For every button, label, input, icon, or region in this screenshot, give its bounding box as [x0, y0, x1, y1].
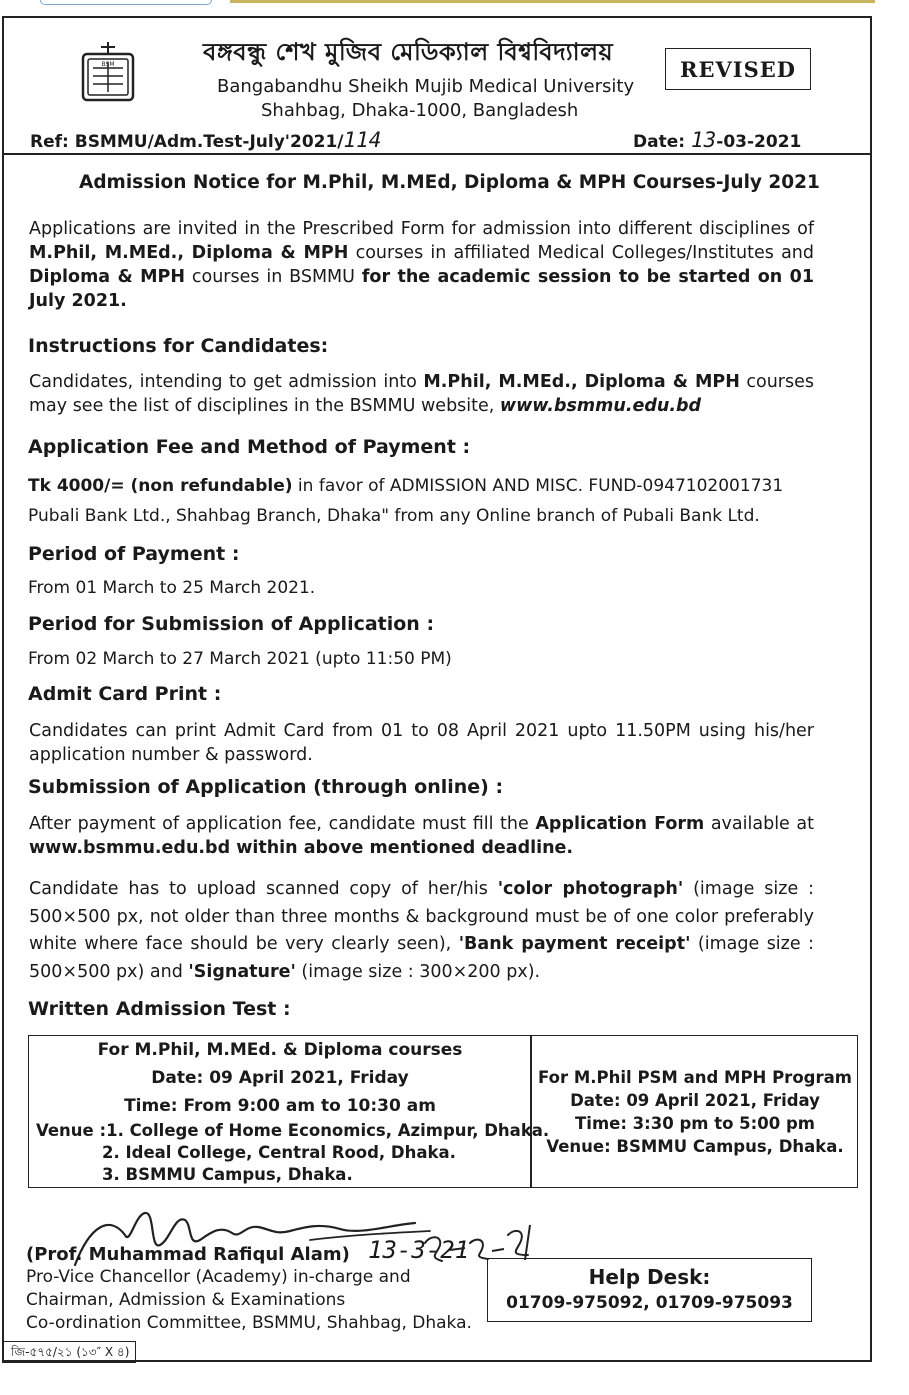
upload-text-3: (image size : 500×500 px) and: [29, 934, 814, 982]
online-submission-paragraph: [29, 812, 814, 860]
intro-bold-3: for the academic session to be started on 01 July 2021.: [29, 267, 814, 311]
online-text-2: available at: [704, 814, 814, 834]
instructions-paragraph: [29, 370, 814, 418]
instructions-heading: Instructions for Candidates:: [28, 335, 329, 357]
instructions-text-2: courses may see the list of disciplines in the BSMMU website,: [29, 372, 815, 416]
top-edge-right: [230, 0, 875, 3]
fee-heading: Application Fee and Method of Payment :: [28, 436, 471, 458]
upload-paragraph: [29, 876, 814, 986]
reference-label: Ref: BSMMU/Adm.Test-July'2021/: [30, 132, 344, 152]
notice-title: Admission Notice for M.Phil, M.MEd, Diploma & MPH Courses-July 2021: [79, 172, 820, 193]
left-cell-title: For M.Phil, M.MEd. & Diploma courses: [97, 1040, 463, 1060]
upload-text-4: (image size : 300×200 px).: [295, 961, 541, 982]
admit-card-heading: Admit Card Print :: [28, 683, 222, 705]
helpdesk-title: Help Desk:: [588, 1265, 711, 1289]
reference-number: [30, 128, 381, 152]
right-cell-title: For M.Phil PSM and MPH Program: [538, 1068, 852, 1087]
upload-bold-receipt: 'Bank payment receipt': [458, 934, 691, 954]
right-cell-date: Date: 09 April 2021, Friday: [570, 1091, 820, 1110]
helpdesk-numbers[interactable]: 01709-975092, 01709-975093: [506, 1293, 793, 1313]
right-cell-time: Time: 3:30 pm to 5:00 pm: [575, 1114, 815, 1133]
upload-text-2: (image size : 500×500 px, not older than three months & background must be of one color preferably white where face should be very clearly seen),: [29, 879, 814, 954]
university-name-bangla: বঙ্গবন্ধু শেখ মুজিব মেডিক্যাল বিশ্ববিদ্যালয়: [203, 38, 614, 66]
online-text-1: After payment of application fee, candidate must fill the: [29, 814, 536, 834]
logo-text: BSM: [101, 61, 115, 68]
fee-fund: in favor of ADMISSION AND MISC. FUND-0947102001731: [292, 476, 784, 496]
left-cell-venue-3: 3. BSMMU Campus, Dhaka.: [102, 1165, 353, 1184]
top-edge-left: [40, 0, 212, 5]
university-logo-icon: [79, 40, 137, 104]
left-cell-date: Date: 09 April 2021, Friday: [151, 1068, 409, 1088]
fee-line-2: Pubali Bank Ltd., Shahbag Branch, Dhaka" from any Online branch of Pubali Bank Ltd.: [28, 506, 760, 526]
intro-paragraph: [29, 217, 814, 313]
payment-period-text: From 01 March to 25 March 2021.: [28, 578, 316, 598]
instructions-bold-1: M.Phil, M.MEd., Diploma & MPH: [423, 372, 740, 392]
left-cell-venue-1: Venue :1. College of Home Economics, Azimpur, Dhaka.: [36, 1121, 550, 1140]
university-address: Shahbag, Dhaka-1000, Bangladesh: [261, 100, 579, 121]
fee-line-1: [28, 476, 783, 496]
upload-bold-photo: 'color photograph': [497, 879, 684, 899]
left-cell-time: Time: From 9:00 am to 10:30 am: [124, 1096, 436, 1116]
notice-date: [633, 128, 801, 152]
test-cell-psm-mph: [532, 1066, 858, 1158]
revised-stamp: REVISED: [665, 48, 811, 90]
admit-card-text: Candidates can print Admit Card from 01 to 08 April 2021 upto 11.50PM using his/her application number & password.: [29, 721, 814, 765]
submission-period-text: From 02 March to 27 March 2021 (upto 11:50 PM): [28, 649, 452, 669]
left-cell-venue-2: 2. Ideal College, Central Rood, Dhaka.: [102, 1143, 456, 1162]
intro-bold-2: Diploma & MPH: [29, 267, 186, 287]
date-label: Date:: [633, 132, 691, 152]
date-handwritten-day: 13: [690, 128, 717, 152]
handwritten-sign-date: 13-3-21: [368, 1236, 470, 1264]
right-cell-venue: Venue: BSMMU Campus, Dhaka.: [546, 1137, 844, 1156]
website-link[interactable]: www.bsmmu.edu.bd: [499, 396, 702, 416]
intro-text-2: courses in affiliated Medical Colleges/Institutes and: [348, 243, 814, 263]
university-name-english: Bangabandhu Sheikh Mujib Medical University: [217, 76, 635, 97]
online-bold-2: www.bsmmu.edu.bd within above mentioned deadline.: [29, 838, 574, 858]
submission-period-heading: Period for Submission of Application :: [28, 613, 435, 635]
instructions-text-1: Candidates, intending to get admission into: [29, 372, 424, 392]
print-code: জি-৫৭৫/২১ (১৩″ X ৪): [2, 1341, 136, 1363]
online-submission-heading: Submission of Application (through online) :: [28, 776, 504, 798]
helpdesk-box: [487, 1258, 812, 1322]
intro-text-3: courses in BSMMU: [185, 267, 362, 287]
payment-period-heading: Period of Payment :: [28, 543, 240, 565]
fee-amount: Tk 4000/= (non refundable): [28, 476, 293, 496]
signatory-name: (Prof. Muhammad Rafiqul Alam): [26, 1244, 350, 1265]
online-bold-1: Application Form: [535, 814, 705, 834]
signatory-title-1: Pro-Vice Chancellor (Academy) in-charge and: [26, 1267, 411, 1287]
date-rest: -03-2021: [716, 132, 802, 152]
test-cell-mphil-diploma: [30, 1036, 550, 1186]
intro-text-1: Applications are invited in the Prescribed Form for admission into different disciplines of: [29, 219, 814, 239]
upload-bold-signature: 'Signature': [188, 961, 296, 982]
reference-handwritten-number: 114: [343, 128, 382, 152]
written-test-heading: Written Admission Test :: [28, 998, 291, 1020]
upload-text-1: Candidate has to upload scanned copy of her/his: [29, 879, 498, 899]
signatory-title-3: Co-ordination Committee, BSMMU, Shahbag, Dhaka.: [26, 1313, 472, 1333]
signatory-title-2: Chairman, Admission & Examinations: [26, 1290, 346, 1310]
intro-bold-1: M.Phil, M.MEd., Diploma & MPH: [29, 243, 349, 263]
header-rule: [4, 153, 870, 155]
